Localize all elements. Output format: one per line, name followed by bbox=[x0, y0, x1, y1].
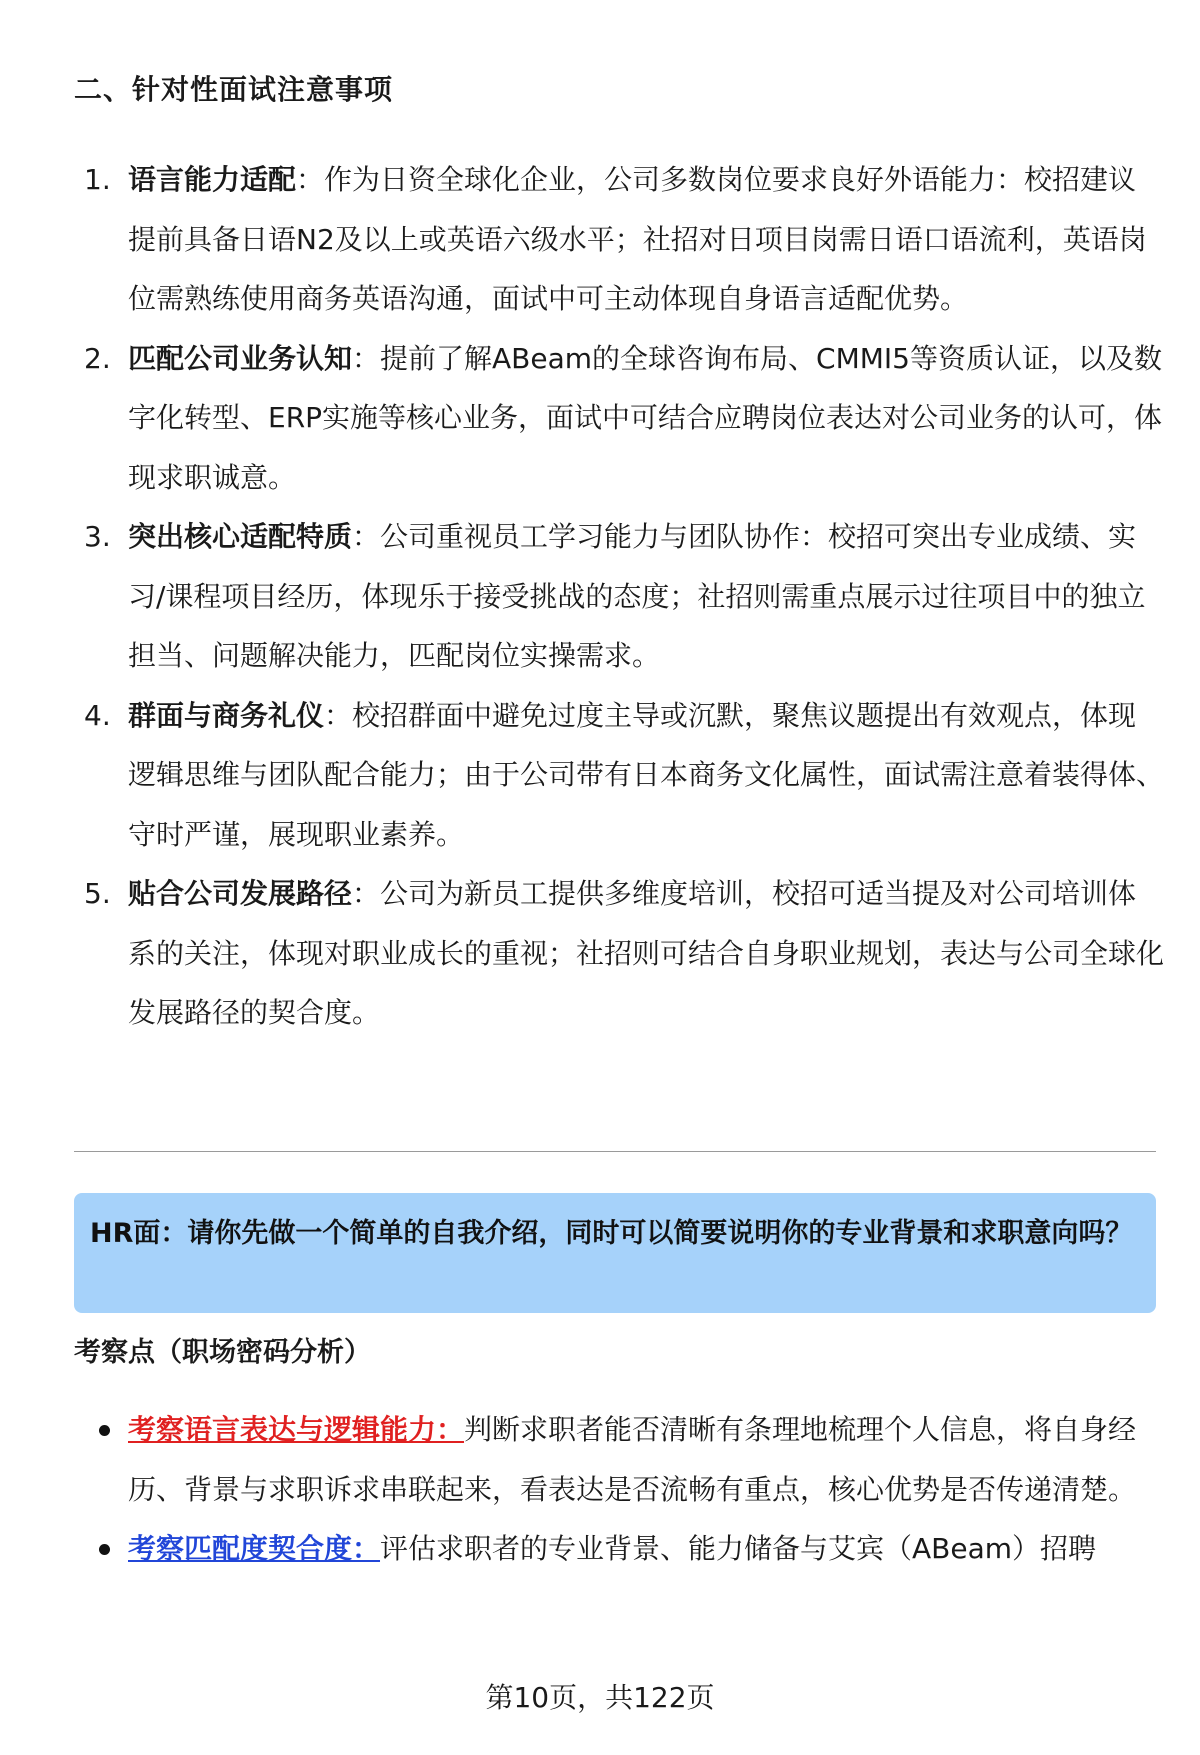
item-separator: ： bbox=[296, 163, 325, 196]
page-number: 第10页，共122页 bbox=[485, 1681, 715, 1714]
item-body: 公司为新员工提供多维度培训，校招可适当提及对公司培训体系的关注，体现对职业成长的重视；社招则可结合自身职业规划，表达与公司全球化发展路径的契合度。 bbox=[128, 877, 1165, 1029]
list-item bbox=[74, 1400, 1164, 1519]
item-body: 作为日资全球化企业，公司多数岗位要求良好外语能力：校招建议提前具备日语N2及以上或英语六级水平；社招对日项目岗需日语口语流利，英语岗位需熟练使用商务英语沟通，面试中可主动体现自身语言适配优势。 bbox=[128, 163, 1147, 315]
analysis-heading: 考察点（职场密码分析） bbox=[74, 1337, 371, 1368]
item-number: 3. bbox=[84, 520, 111, 553]
list-item bbox=[74, 864, 1164, 1043]
item-title: 突出核心适配特质 bbox=[128, 520, 353, 553]
bullet-icon bbox=[74, 1519, 128, 1579]
list-item bbox=[74, 507, 1164, 686]
item-number: 4. bbox=[84, 698, 111, 732]
point-body: 评估求职者的专业背景、能力储备与艾宾（ABeam）招聘 bbox=[380, 1532, 1097, 1565]
item-body: 提前了解ABeam的全球咨询布局、CMMI5等资质认证，以及数字化转型、ERP实施等核心业务，面试中可结合应聘岗位表达对公司业务的认可，体现求职诚意。 bbox=[128, 341, 1163, 494]
tips-list bbox=[74, 150, 1164, 1043]
item-separator: ： bbox=[352, 341, 381, 375]
item-body: 公司重视员工学习能力与团队协作：校招可突出专业成绩、实习/课程项目经历，体现乐于接受挑战的态度；社招则需重点展示过往项目中的独立担当、问题解决能力，匹配岗位实操需求。 bbox=[128, 520, 1146, 672]
bullet-icon bbox=[74, 1400, 128, 1460]
list-item bbox=[74, 686, 1164, 865]
point-keyword-link[interactable]: 考察匹配度契合度： bbox=[128, 1532, 381, 1565]
item-separator: ： bbox=[324, 698, 353, 732]
item-title: 贴合公司发展路径 bbox=[128, 877, 353, 910]
point-keyword-link[interactable]: 考察语言表达与逻辑能力： bbox=[128, 1413, 465, 1446]
item-title: 语言能力适配 bbox=[128, 163, 297, 196]
item-number: 2. bbox=[84, 341, 111, 375]
item-separator: ： bbox=[352, 520, 381, 553]
divider bbox=[74, 1151, 1156, 1152]
point-body: 判断求职者能否清晰有条理地梳理个人信息，将自身经历、背景与求职诉求串联起来，看表达是否流畅有重点，核心优势是否传递清楚。 bbox=[128, 1413, 1137, 1506]
item-body: 校招群面中避免过度主导或沉默，聚焦议题提出有效观点，体现逻辑思维与团队配合能力；由于公司带有日本商务文化属性，面试需注意着装得体、守时严谨，展现职业素养。 bbox=[128, 698, 1165, 851]
section-title: 二、针对性面试注意事项 bbox=[74, 73, 394, 106]
item-number: 5. bbox=[84, 877, 111, 910]
question-box: HR面：请你先做一个简单的自我介绍，同时可以简要说明你的专业背景和求职意向吗？ bbox=[74, 1193, 1156, 1313]
list-item bbox=[74, 329, 1164, 508]
list-item bbox=[74, 150, 1164, 329]
points-list bbox=[74, 1400, 1164, 1579]
list-item bbox=[74, 1519, 1164, 1579]
item-separator: ： bbox=[352, 877, 381, 910]
item-number: 1. bbox=[84, 163, 111, 196]
item-title: 匹配公司业务认知 bbox=[128, 341, 353, 375]
item-title: 群面与商务礼仪 bbox=[128, 698, 325, 732]
